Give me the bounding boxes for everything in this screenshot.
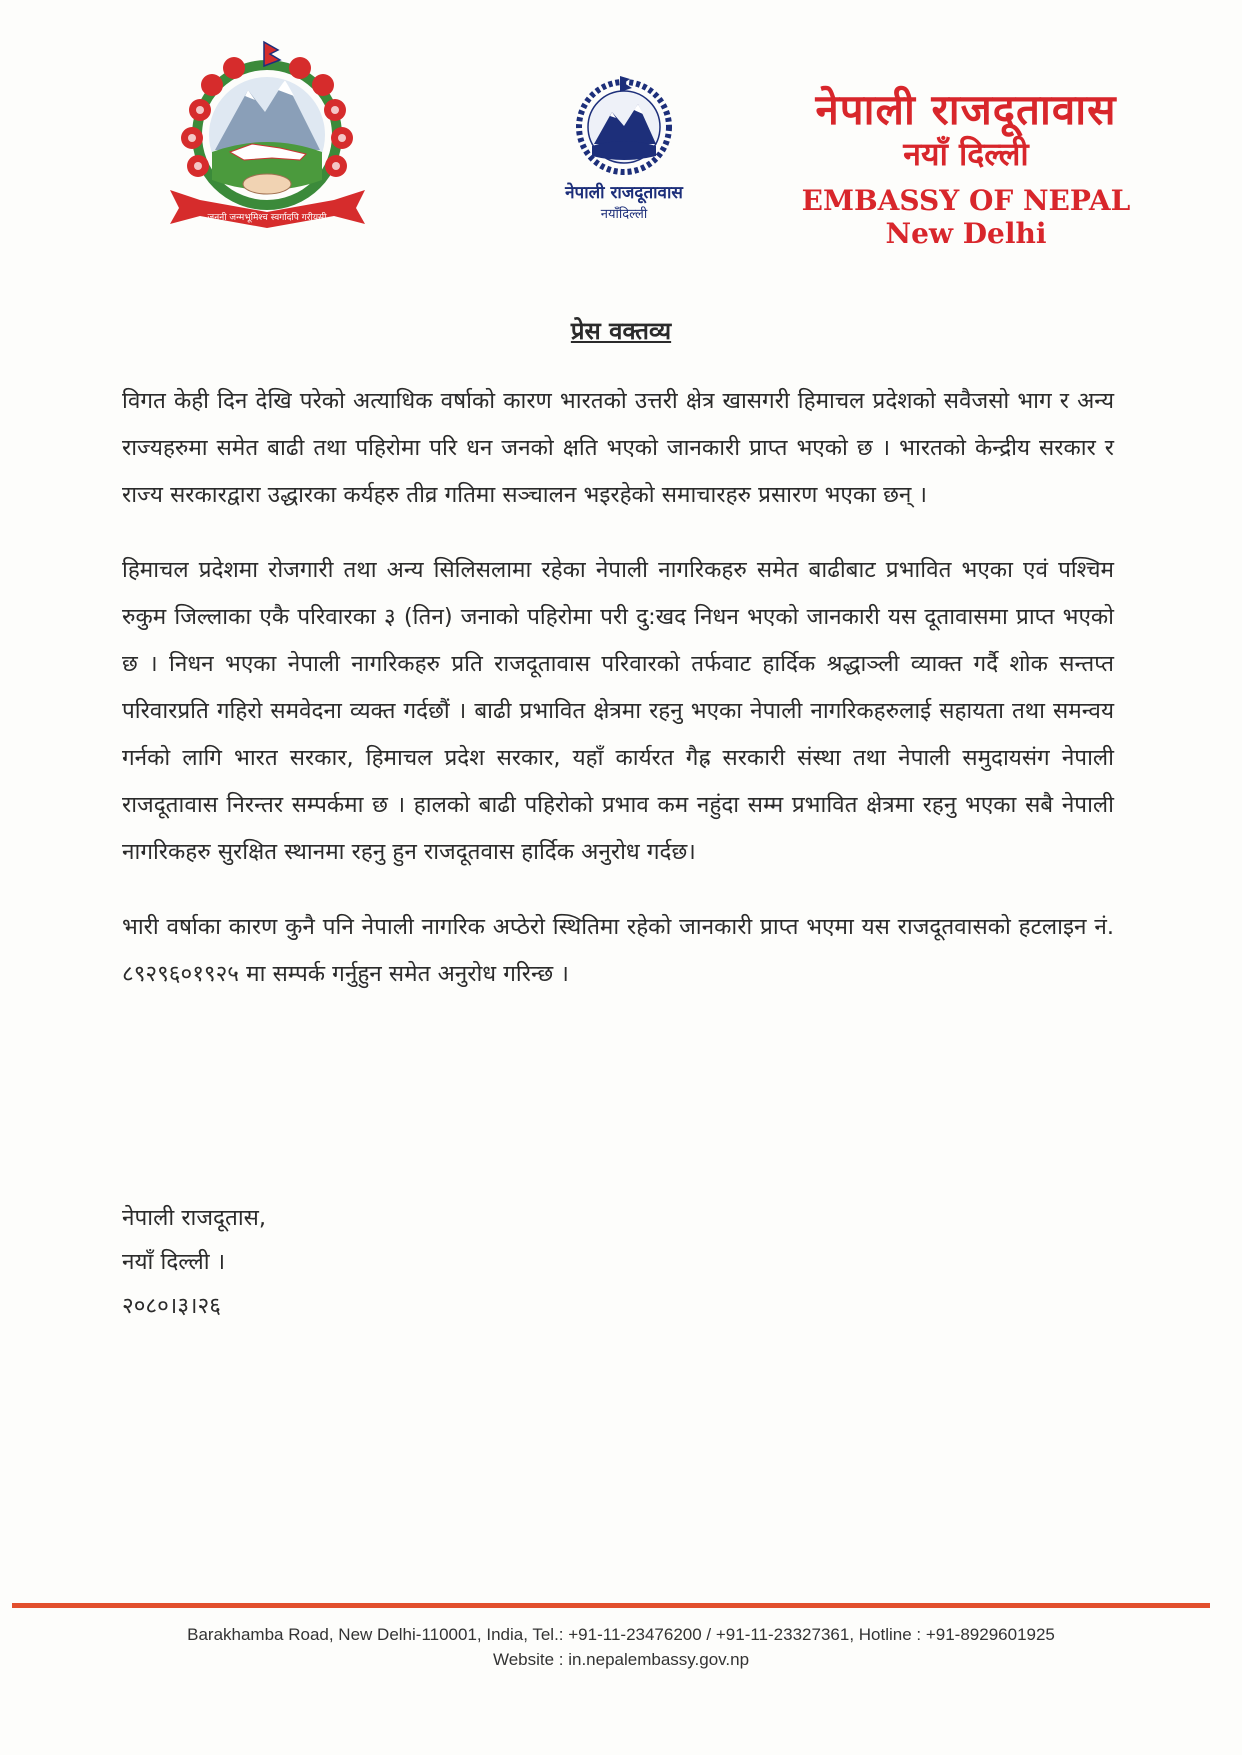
statement-body — [122, 378, 1114, 1026]
signature-date: २०८०।३।२६ — [122, 1293, 221, 1319]
paragraph-1: विगत केही दिन देखि परेको अत्याधिक वर्षाको कारण भारतको उत्तरी क्षेत्र खासगरी हिमाचल प्रदेशको सवैजसो भाग र अन्य राज्यहरुमा समेत बाढी तथा पहिरोमा परि धन जनको क्षति भएको जानकारी प्राप्त भएको छ । भारतको केन्द्रीय सरकार र राज्य सरकारद्वारा उद्धारका कर्यहरु तीव्र गतिमा सञ्चालन भइरहेको समाचारहरु प्रसारण भएका छन् । — [122, 388, 1114, 508]
embassy-seal — [548, 72, 700, 232]
embassy-name-nepali: नेपाली राजदूतावास — [815, 85, 1117, 134]
svg-text:जननी जन्मभूमिश्च स्वर्गादपि गर: जननी जन्मभूमिश्च स्वर्गादपि गरीयसी — [207, 213, 327, 223]
seal-city: नयाँदिल्ली — [600, 207, 648, 222]
embassy-city-nepali: नयाँ दिल्ली — [903, 135, 1029, 173]
document-title: प्रेस वक्तव्य — [570, 317, 672, 345]
footer-divider — [12, 1603, 1210, 1608]
embassy-seal-icon — [548, 72, 700, 182]
footer — [0, 1622, 1242, 1672]
signature-city: नयाँ दिल्ली । — [122, 1249, 226, 1275]
signature-org: नेपाली राजदूतास, — [122, 1205, 267, 1231]
embassy-name-english: EMBASSY OF NEPAL — [801, 184, 1131, 217]
masthead — [786, 86, 1146, 250]
paragraph-3: भारी वर्षाका कारण कुनै पनि नेपाली नागरिक अप्ठेरो स्थितिमा रहेको जानकारी प्राप्त भएमा यस राजदूतवासको हटलाइन नं. ८९२९६०१९२५ मा सम्पर्क गर्नुहुन समेत अनुरोध गरिन्छ । — [122, 914, 1114, 987]
nepal-coat-of-arms-icon — [160, 40, 375, 230]
signature-block — [122, 1196, 266, 1328]
embassy-city-english: New Delhi — [885, 217, 1047, 250]
footer-website: Website : in.nepalembassy.gov.np — [492, 1650, 750, 1669]
footer-address: Barakhamba Road, New Delhi-110001, India, Tel.: +91-11-23476200 / +91-11-23327361, Hotline : +91-8929601925 — [187, 1625, 1055, 1644]
seal-name: नेपाली राजदूतावास — [565, 183, 683, 203]
paragraph-2: हिमाचल प्रदेशमा रोजगारी तथा अन्य सिलिसलामा रहेका नेपाली नागरिकहरु समेत बाढीबाट प्रभावित भएका एवं पश्चिम रुकुम जिल्लाका एकै परिवारका ३ (तिन) जनाको पहिरोमा परी दु:खद निधन भएको जानकारी यस दूतावासमा प्राप्त भएको छ । निधन भएका नेपाली नागरिकहरु प्रति राजदूतावास परिवारको तर्फवाट हार्दिक श्रद्धाञ्ली व्याक्त गर्दै शोक सन्तप्त परिवारप्रति गहिरो समवेदना व्यक्त गर्दछौं । बाढी प्रभावित क्षेत्रमा रहनु भएका नेपाली नागरिकहरुलाई सहायता तथा समन्वय गर्नको लागि भारत सरकार, हिमाचल प्रदेश सरकार, यहाँ कार्यरत गैह्र सरकारी संस्था तथा नेपाली समुदायसंग नेपाली राजदूतावास निरन्तर सम्पर्कमा छ । हालको बाढी पहिरोको प्रभाव कम नहुंदा सम्म प्रभावित क्षेत्रमा रहनु भएका सबै नेपाली नागरिकहरु सुरक्षित स्थानमा रहनु हुन राजदूतवास हार्दिक अनुरोध गर्दछ। — [122, 557, 1114, 865]
